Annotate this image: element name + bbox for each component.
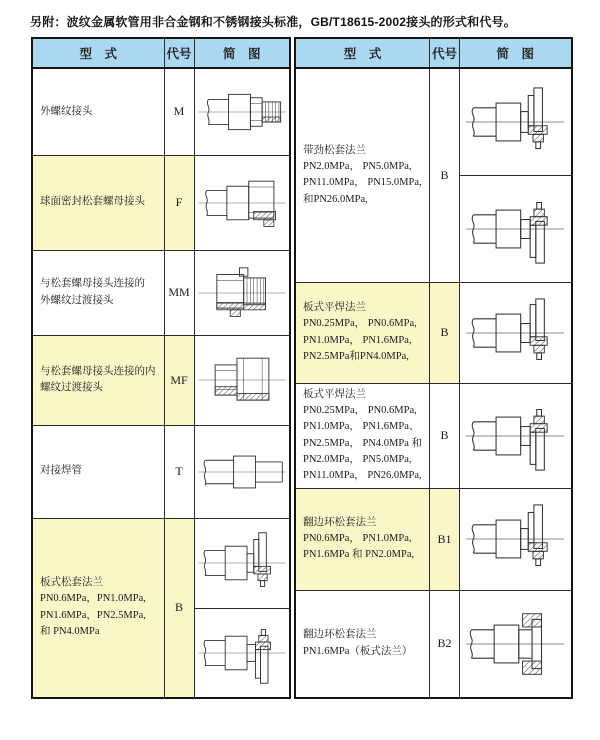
type-text: PN0.6MPa，PN1.0MPa, [40,593,146,605]
diagram-cell [460,175,572,282]
type-text: PN0.6MPa， PN1.0MPa, [303,532,412,544]
butt-weld-pipe-diagram [195,438,289,506]
column-header-type: 型 式 [295,38,430,68]
type-cell [32,68,164,155]
type-text: 球面密封松套螺母接头 [40,196,145,208]
code-text: M [173,104,185,119]
table-row [295,590,572,698]
table-row [32,250,290,335]
diagram-cell [194,155,290,250]
type-text: 与松套螺母接头连接的内 [40,365,156,377]
type-text: 与松套螺母接头连接的 [40,278,145,290]
type-text: PN2.0MPa， PN5.0MPa, [303,453,412,465]
code-text: B [174,600,183,615]
sphere-seal-loose-nut-fitting-diagram [195,169,289,237]
code-cell [164,155,194,250]
code-cell [164,425,194,518]
fitting-standard-table [31,37,573,699]
code-cell [430,282,460,383]
type-text: PN1.0MPa， PN1.6MPa、 [303,421,420,433]
type-text: 外螺纹接头 [40,105,93,117]
code-cell [430,590,460,698]
code-text: F [175,195,183,209]
diagram-cell [460,383,572,488]
diagram-cell [194,68,290,155]
code-text: B2 [437,636,452,651]
code-cell [164,518,194,698]
type-cell [32,250,164,335]
table-row [32,155,290,250]
type-text: PN0.25MPa， PN0.6MPa, [303,404,417,416]
type-cell [295,68,430,282]
type-cell [32,518,164,698]
diagram-cell [194,335,290,425]
type-text: 和PN26.0MPa, [303,193,368,205]
header-row [295,38,572,68]
diagram-cell [194,425,290,518]
male-thread-fitting-diagram [195,78,289,146]
code-text: B [440,325,449,339]
type-cell [295,282,430,383]
diagram-cell [460,590,572,698]
column-header-type: 型 式 [32,38,164,68]
fitting-table-left [31,37,291,699]
type-cell [32,155,164,250]
type-cell [295,590,430,698]
type-text: PN2.5MPa和PN4.0MPa, [303,350,409,362]
type-text: 和 PN4.0MPa [40,626,100,638]
type-cell [295,383,430,488]
necked-loose-flange-down-diagram [462,193,568,265]
code-text: B1 [437,531,452,546]
code-cell [164,250,194,335]
diagram-cell [460,282,572,383]
table-row [295,68,572,175]
code-text: B [440,167,449,182]
type-text: PN11.0MPa， PN26.0MPa, [303,470,422,482]
table-row [295,282,572,383]
diagram-cell [194,518,290,608]
type-text: PN1.6MPa，PN2.5MPa, [40,609,146,621]
table-row [32,518,290,608]
fitting-table-right [294,37,573,699]
type-text: 外螺纹过渡接头 [40,294,114,306]
female-thread-adapter-diagram [195,346,289,414]
code-text: MF [170,372,188,387]
type-cell [295,488,430,590]
page-title: 另附：波纹金属软管用非合金钢和不锈钢接头标准，GB/T18615-2002接头的形式和代号。 [30,15,516,29]
code-cell [430,383,460,488]
code-cell [164,335,194,425]
table-row [295,383,572,488]
type-text: PN1.6MPa（板式法兰） [303,645,413,657]
type-text: 板式平焊法兰 [303,301,366,313]
column-header-code: 代号 [164,38,194,68]
type-text: PN1.0MPa， PN1.6MPa, [303,334,412,346]
code-text: T [175,464,183,478]
diagram-cell [194,250,290,335]
table-row [32,68,290,155]
type-text: PN1.6MPa 和 PN2.0MPa, [303,549,415,561]
code-text: B [440,428,449,442]
diagram-cell [194,608,290,698]
code-cell [430,488,460,590]
type-text: 翻边环松套法兰 [303,516,377,528]
plate-loose-flange-down-diagram [195,619,289,687]
type-text: PN2.5MPa， PN4.0MPa 和 [303,437,423,449]
type-text: PN11.0MPa， PN15.0MPa, [303,177,422,189]
type-text: PN0.25MPa， PN0.6MPa, [303,318,417,330]
b2-plate-flange-diagram [462,608,568,680]
code-cell [164,68,194,155]
column-header-diagram: 简 图 [460,38,572,68]
code-cell [430,68,460,282]
plate-weld-flange-up-diagram [462,297,568,369]
type-text: 带劲松套法兰 [303,144,366,156]
column-header-diagram: 简 图 [194,38,290,68]
male-thread-adapter-diagram [195,259,289,327]
diagram-cell [460,488,572,590]
table-row [295,488,572,590]
type-text: 螺纹过渡接头 [40,382,103,393]
necked-loose-flange-up-diagram [462,86,568,158]
table-row [32,335,290,425]
type-text: PN2.0MPa， PN5.0MPa, [303,160,412,172]
flanged-ring-loose-flange-diagram [462,503,568,575]
plate-loose-flange-up-diagram [195,529,289,597]
code-text: MM [168,285,190,299]
type-cell [32,335,164,425]
type-text: 板式松套法兰 [40,577,103,589]
table-row [32,425,290,518]
header-row [32,38,290,68]
type-text: 板式平焊法兰 [303,388,366,400]
plate-weld-flange-down-diagram [462,400,568,472]
diagram-cell [460,68,572,175]
type-cell [32,425,164,518]
column-header-code: 代号 [430,38,460,68]
type-text: 对接焊管 [40,465,82,477]
type-text: 翻边环松套法兰 [303,629,377,641]
